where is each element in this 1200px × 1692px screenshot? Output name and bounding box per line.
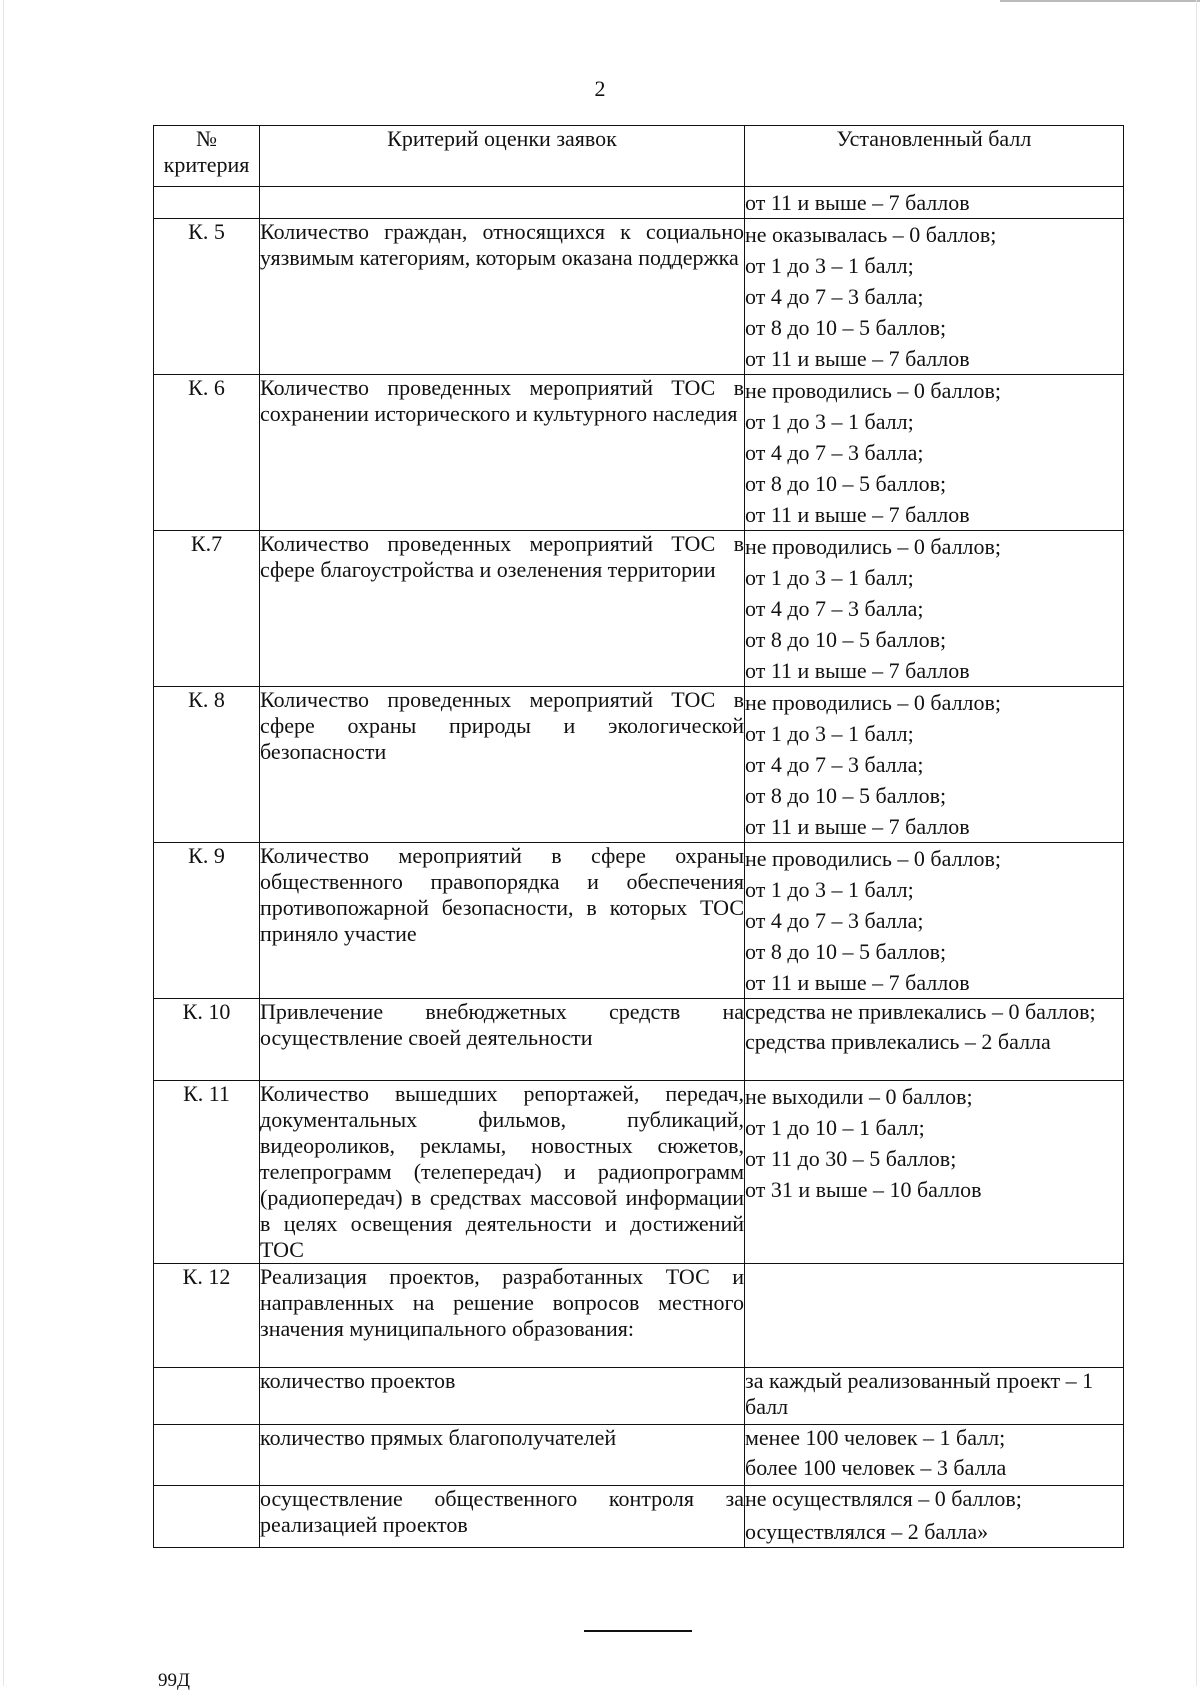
score-cell: [745, 1425, 1124, 1486]
score-cell: [745, 999, 1124, 1081]
criterion-number: К. 8: [154, 687, 260, 843]
table-row: [154, 219, 1124, 375]
score-line: не проводились – 0 баллов;: [745, 846, 1002, 871]
score-line: от 1 до 3 – 1 балл;: [745, 409, 914, 434]
criterion-text: Количество мероприятий в сфере охраны общественного правопорядка и обеспечения противопожарной безопасности, в которых ТОС приняло участие: [260, 843, 745, 999]
score-line: менее 100 человек – 1 балл;: [745, 1425, 1006, 1450]
criterion-number: К. 11: [154, 1081, 260, 1264]
score-cell: [745, 843, 1124, 999]
header-number-line1: №: [196, 126, 217, 151]
score-line: от 4 до 7 – 3 балла;: [745, 284, 924, 309]
scan-edge-top: [1000, 0, 1200, 2]
score-line: от 1 до 3 – 1 балл;: [745, 253, 914, 278]
bottom-rule: [584, 1630, 692, 1632]
table-row: [154, 687, 1124, 843]
scan-edge-right: [1196, 0, 1197, 1686]
score-line: от 4 до 7 – 3 балла;: [745, 440, 924, 465]
score-cell: [745, 1368, 1124, 1425]
score-line: более 100 человек – 3 балла: [745, 1455, 1007, 1480]
score-line: от 31 и выше – 10 баллов: [745, 1177, 982, 1202]
score-line: не осуществлялся – 0 баллов;: [745, 1486, 1022, 1511]
score-line: не проводились – 0 баллов;: [745, 690, 1002, 715]
table-row: [154, 1486, 1124, 1548]
scan-edge-left: [3, 0, 4, 1686]
criterion-text: количество проектов: [260, 1368, 745, 1425]
table-row: [154, 999, 1124, 1081]
score-line: от 4 до 7 – 3 балла;: [745, 908, 924, 933]
criterion-text: Количество проведенных мероприятий ТОС в сохранении исторического и культурного наследия: [260, 375, 745, 531]
score-line: не проводились – 0 баллов;: [745, 378, 1002, 403]
score-cell: [745, 1486, 1124, 1548]
table-row: [154, 1081, 1124, 1264]
criterion-number: К. 6: [154, 375, 260, 531]
criterion-number: [154, 187, 260, 219]
score-line: не проводились – 0 баллов;: [745, 534, 1002, 559]
score-line: осуществлялся – 2 балла»: [745, 1519, 989, 1544]
score-line: от 11 и выше – 7 баллов: [745, 502, 970, 527]
score-line: от 1 до 10 – 1 балл;: [745, 1115, 925, 1140]
criterion-number: К. 10: [154, 999, 260, 1081]
criterion-number: К. 12: [154, 1264, 260, 1368]
score-line: не оказывалась – 0 баллов;: [745, 222, 997, 247]
criterion-number: К. 9: [154, 843, 260, 999]
criterion-text: Количество граждан, относящихся к социально уязвимым категориям, которым оказана поддержка: [260, 219, 745, 375]
score-cell: [745, 187, 1124, 219]
criterion-text: Реализация проектов, разработанных ТОС и направленных на решение вопросов местного значения муниципального образования:: [260, 1264, 745, 1368]
criterion-text: осуществление общественного контроля за реализацией проектов: [260, 1486, 745, 1548]
header-number-line2: критерия: [163, 152, 250, 177]
score-cell: [745, 687, 1124, 843]
score-cell: [745, 219, 1124, 375]
score-line: от 11 и выше – 7 баллов: [745, 346, 970, 371]
score-line: от 8 до 10 – 5 баллов;: [745, 783, 947, 808]
table-row: [154, 1264, 1124, 1368]
score-line: от 8 до 10 – 5 баллов;: [745, 471, 947, 496]
score-line: от 8 до 10 – 5 баллов;: [745, 939, 947, 964]
score-line: от 4 до 7 – 3 балла;: [745, 596, 924, 621]
table-row: [154, 843, 1124, 999]
page-number: 2: [594, 76, 606, 101]
criterion-number: [154, 1486, 260, 1548]
table-row: [154, 1425, 1124, 1486]
criterion-number: [154, 1368, 260, 1425]
criterion-text: Количество проведенных мероприятий ТОС в сфере охраны природы и экологической безопасности: [260, 687, 745, 843]
criterion-text: Количество проведенных мероприятий ТОС в сфере благоустройства и озеленения территории: [260, 531, 745, 687]
table-header-row: [154, 126, 1124, 187]
score-line: от 11 и выше – 7 баллов: [745, 658, 970, 683]
table-row: [154, 187, 1124, 219]
score-cell: [745, 1264, 1124, 1368]
header-criterion: Критерий оценки заявок: [260, 126, 745, 187]
score-line: от 1 до 3 – 1 балл;: [745, 877, 914, 902]
score-line: за каждый реализованный проект – 1 балл: [745, 1368, 1094, 1419]
score-line: от 1 до 3 – 1 балл;: [745, 721, 914, 746]
header-score: Установленный балл: [745, 126, 1124, 187]
score-cell: [745, 375, 1124, 531]
score-line: средства привлекались – 2 балла: [745, 1029, 1051, 1054]
score-line: средства не привлекались – 0 баллов;: [745, 999, 1096, 1024]
table-row: [154, 531, 1124, 687]
criterion-number: К.7: [154, 531, 260, 687]
score-line: от 11 и выше – 7 баллов: [745, 970, 970, 995]
score-line: от 8 до 10 – 5 баллов;: [745, 627, 947, 652]
score-line: от 1 до 3 – 1 балл;: [745, 565, 914, 590]
criterion-text: [260, 187, 745, 219]
header-number: [154, 126, 260, 187]
table-row: [154, 1368, 1124, 1425]
criteria-table: [153, 125, 1124, 1548]
score-line: от 11 до 30 – 5 баллов;: [745, 1146, 957, 1171]
score-line: не выходили – 0 баллов;: [745, 1084, 973, 1109]
criterion-text: Привлечение внебюджетных средств на осуществление своей деятельности: [260, 999, 745, 1081]
score-line: от 4 до 7 – 3 балла;: [745, 752, 924, 777]
table-row: [154, 375, 1124, 531]
score-line: от 11 и выше – 7 баллов: [745, 814, 970, 839]
score-line: от 8 до 10 – 5 баллов;: [745, 315, 947, 340]
score-cell: [745, 531, 1124, 687]
footer-code: 99Д: [158, 1670, 190, 1691]
score-line: от 11 и выше – 7 баллов: [745, 190, 970, 215]
criterion-text: Количество вышедших репортажей, передач, документальных фильмов, публикаций, видеороликов, рекламы, новостных сюжетов, телепрограмм (телепередач) и радиопрограмм (радиопередач) в средствах массовой информации в целях освещения деятельности и достижений ТОС: [260, 1081, 744, 1262]
criterion-number: К. 5: [154, 219, 260, 375]
criterion-text: количество прямых благополучателей: [260, 1425, 745, 1486]
score-cell: [745, 1081, 1124, 1264]
criterion-number: [154, 1425, 260, 1486]
